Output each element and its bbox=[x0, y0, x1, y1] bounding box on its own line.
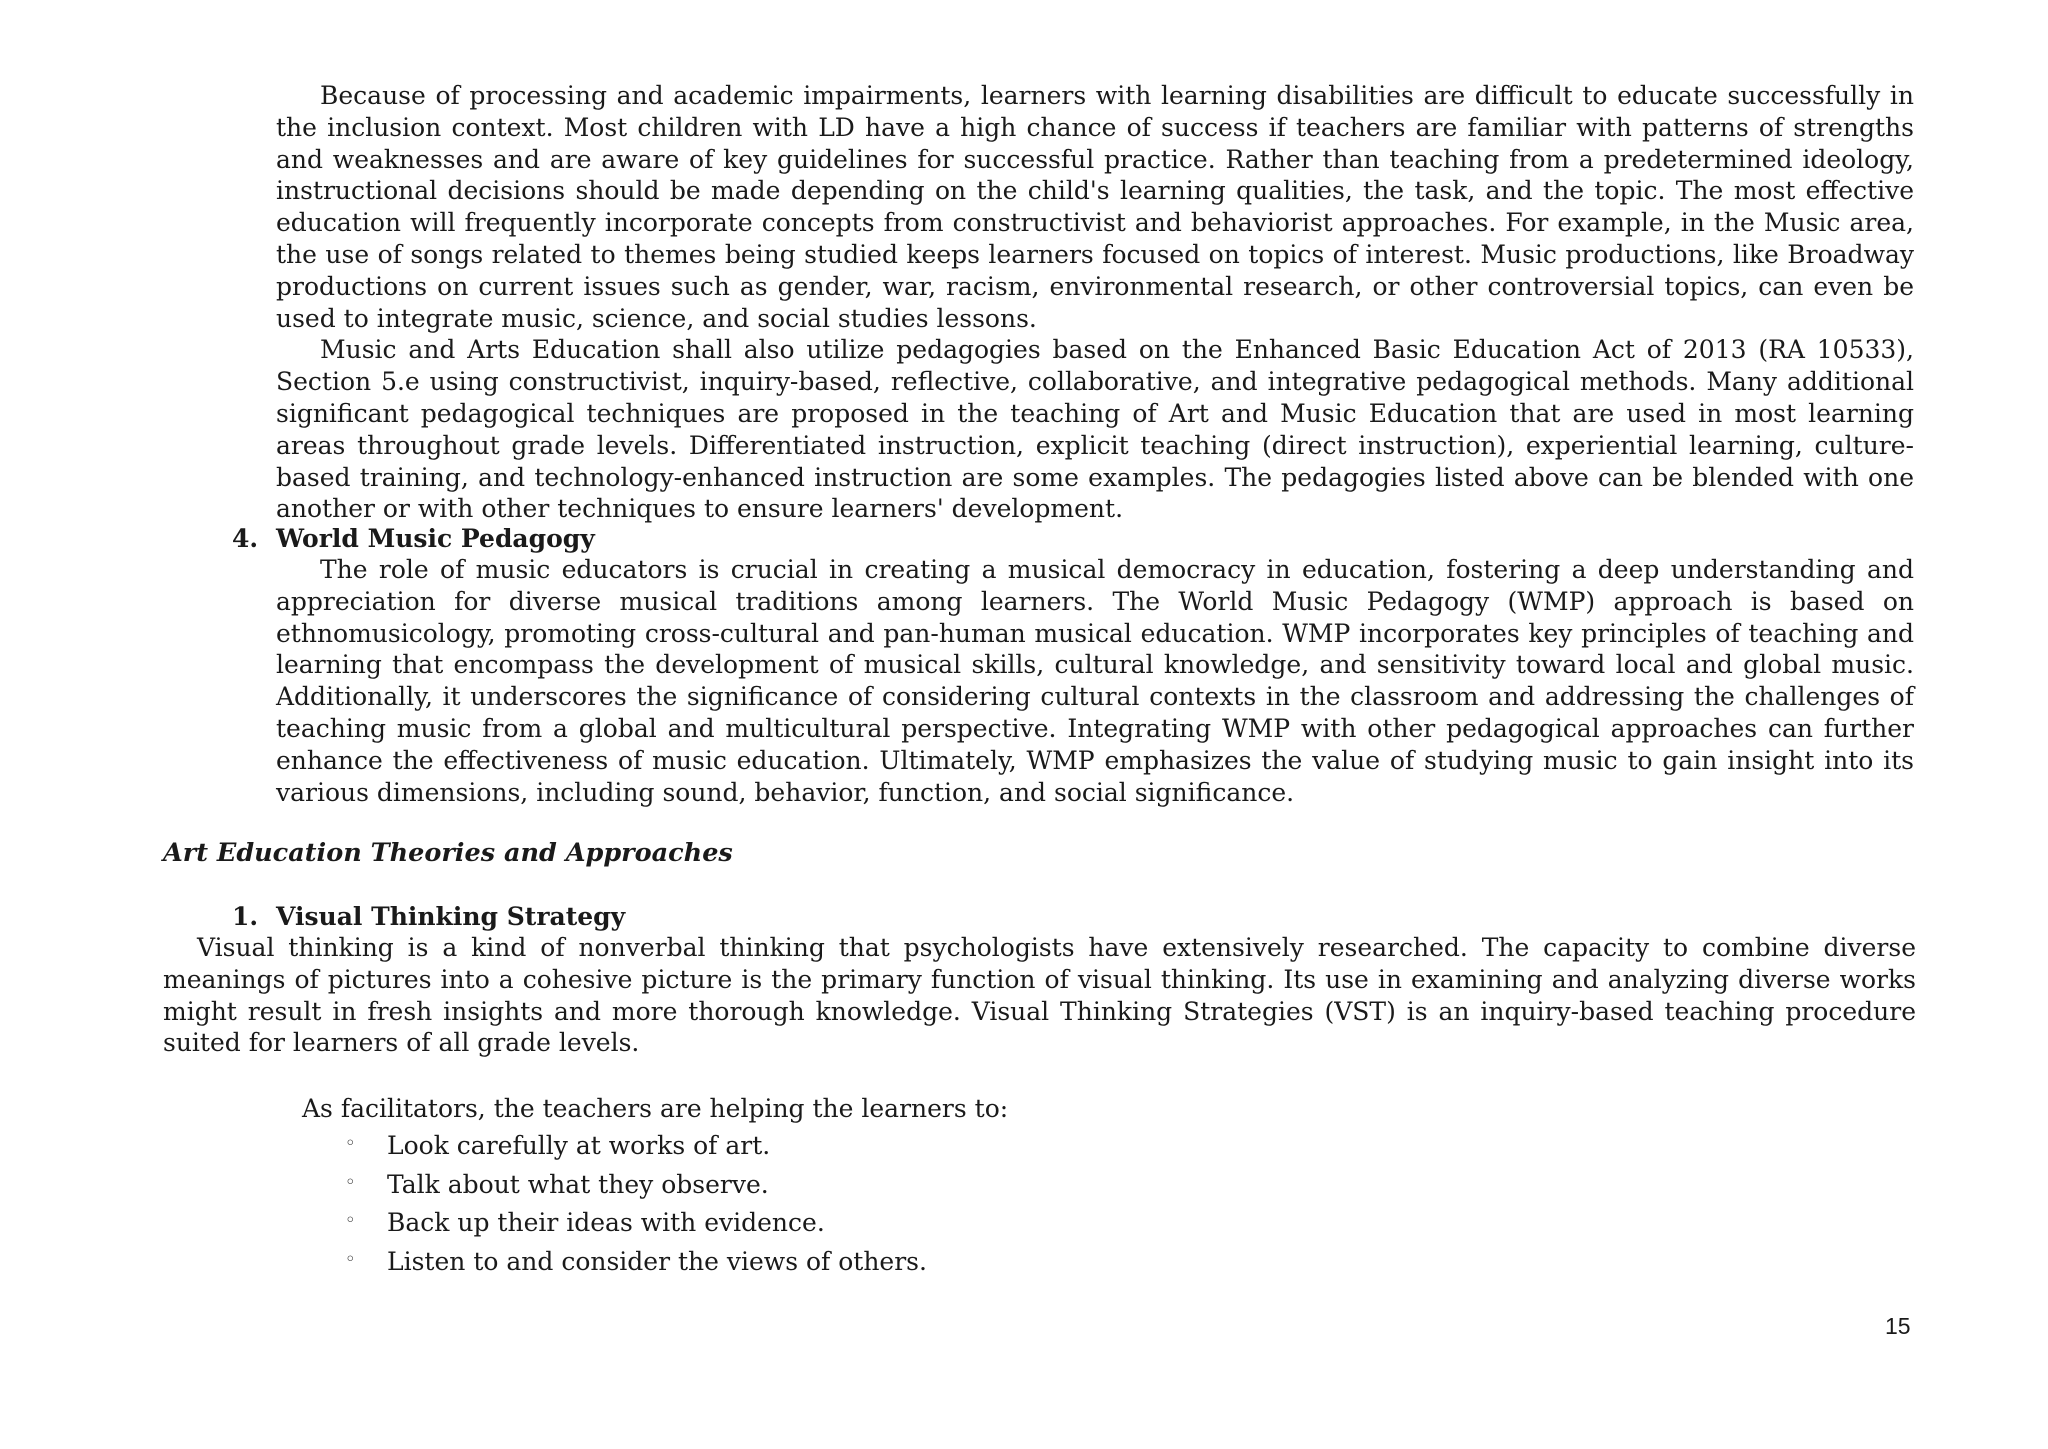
item-4-number: 4. bbox=[232, 524, 259, 553]
art-section-title: Art Education Theories and Approaches bbox=[163, 838, 733, 868]
item-4-heading: World Music Pedagogy bbox=[276, 524, 595, 553]
list-item-text: Talk about what they observe. bbox=[387, 1169, 769, 1199]
hollow-circle-bullet-icon: ◦ bbox=[345, 1248, 356, 1270]
list-item-text: Back up their ideas with evidence. bbox=[387, 1208, 825, 1237]
paragraph-world-music-pedagogy: The role of music educators is crucial in creating a musical democracy in education, fostering a deep understanding and appreciation for diverse musical traditions among learners. The World Music Pedagogy (WMP) approach is based on ethnomusicology, promoting cross-cultural and pan-human musical education. WMP incorporates key principles of teaching and learning that encompass the development of musical skills, cultural knowledge, and sensitivity toward local and global music. Additionally, it underscores the significance of considering cultural contexts in the classroom and addressing the challenges of teaching music from a global and multicultural perspective. Integrating WMP with other pedagogical approaches can further enhance the effectiveness of music education. Ultimately, WMP emphasizes the value of studying music to gain insight into its various dimensions, including sound, behavior, function, and social significance. bbox=[276, 555, 1914, 807]
hollow-circle-bullet-icon: ◦ bbox=[345, 1171, 356, 1193]
hollow-circle-bullet-icon: ◦ bbox=[345, 1133, 356, 1154]
list-item-text: Look carefully at works of art. bbox=[387, 1131, 771, 1160]
list-item bbox=[340, 1243, 927, 1282]
list-item bbox=[340, 1204, 927, 1243]
music-paragraphs-block bbox=[276, 80, 1914, 525]
paragraph-music-arts-pedagogies: Music and Arts Education shall also utilize pedagogies based on the Enhanced Basic Education Act of 2013 (RA 10533), Section 5.e using constructivist, inquiry-based, reflective, collaborative, and integrative pedagogical methods. Many additional significant pedagogical techniques are proposed in the teaching of Art and Music Education that are used in most learning areas throughout grade levels. Differentiated instruction, explicit teaching (direct instruction), experiential learning, culture-based training, and technology-enhanced instruction are some examples. The pedagogies listed above can be blended with one another or with other techniques to ensure learners' development. bbox=[276, 335, 1914, 524]
list-item-text: Listen to and consider the views of others. bbox=[387, 1246, 927, 1276]
visual-thinking-paragraph-block bbox=[163, 932, 1916, 1059]
facilitators-intro: As facilitators, the teachers are helping the learners to: bbox=[302, 1094, 1009, 1123]
item-1-number: 1. bbox=[232, 902, 259, 931]
list-item bbox=[340, 1166, 927, 1205]
list-item bbox=[340, 1127, 927, 1166]
facilitator-bullet-list bbox=[340, 1127, 927, 1281]
hollow-circle-bullet-icon: ◦ bbox=[345, 1210, 356, 1231]
page-number: 15 bbox=[1885, 1313, 1911, 1339]
paragraph-learning-disabilities: Because of processing and academic impairments, learners with learning disabilities are difficult to educate successfully in the inclusion context. Most children with LD have a high chance of success if teachers are familiar with patterns of strengths and weaknesses and are aware of key guidelines for successful practice. Rather than teaching from a predetermined ideology, instructional decisions should be made depending on the child's learning qualities, the task, and the topic. The most effective education will frequently incorporate concepts from constructivist and behaviorist approaches. For example, in the Music area, the use of songs related to themes being studied keeps learners focused on topics of interest. Music productions, like Broadway productions on current issues such as gender, war, racism, environmental research, or other controversial topics, can even be used to integrate music, science, and social studies lessons. bbox=[276, 81, 1914, 333]
wmp-paragraph-block bbox=[276, 554, 1914, 808]
item-1-heading: Visual Thinking Strategy bbox=[276, 902, 626, 931]
paragraph-visual-thinking: Visual thinking is a kind of nonverbal thinking that psychologists have extensively researched. The capacity to combine diverse meanings of pictures into a cohesive picture is the primary function of visual thinking. Its use in examining and analyzing diverse works might result in fresh insights and more thorough knowledge. Visual Thinking Strategies (VST) is an inquiry-based teaching procedure suited for learners of all grade levels. bbox=[163, 933, 1916, 1058]
